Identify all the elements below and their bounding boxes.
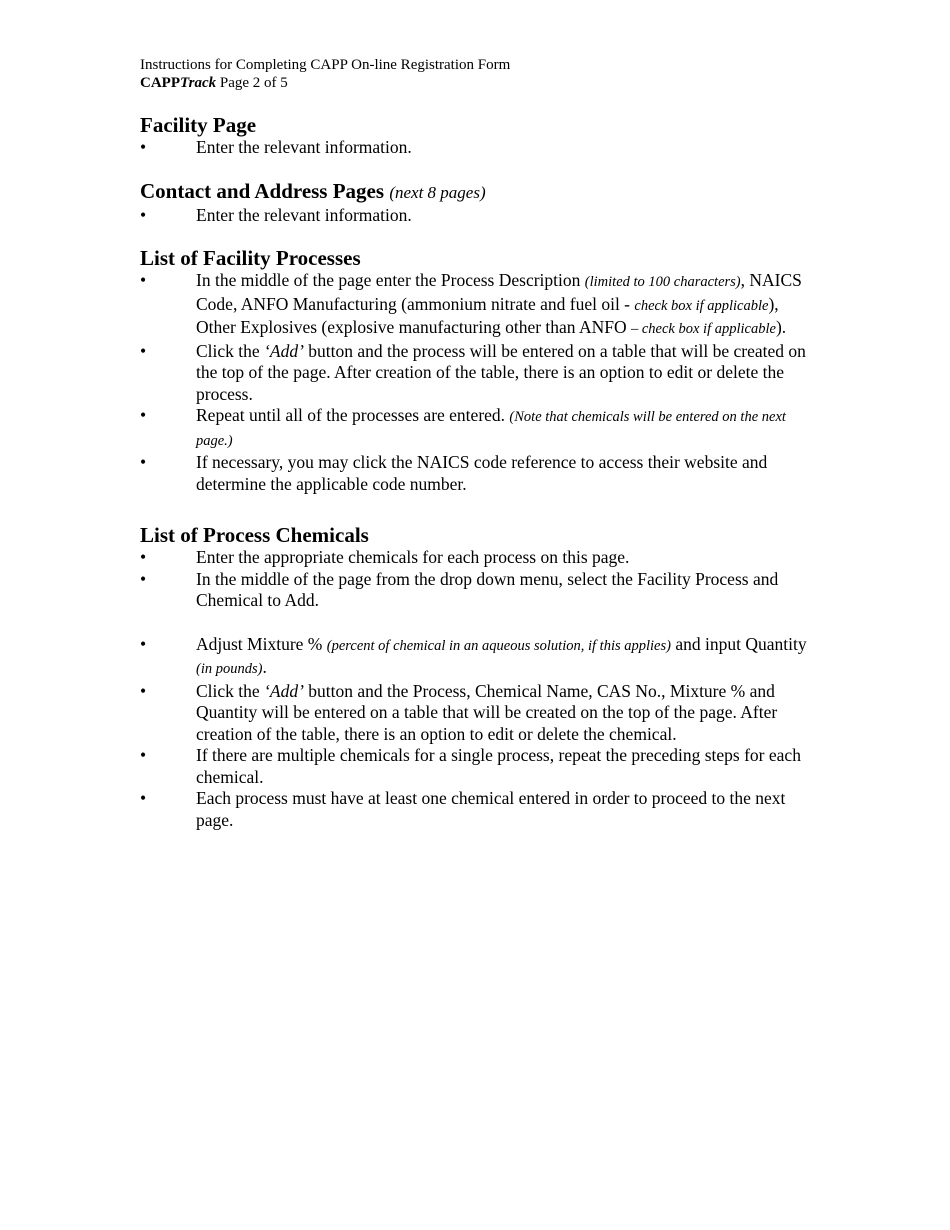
brand-capp: CAPP [140,75,180,91]
bullet-icon: • [140,205,147,225]
list-item: • Adjust Mixture % (percent of chemical in an aqueous solution, if this applies) and input Quantity (in pounds). [140,633,807,677]
bullet-icon: • [140,568,147,589]
list-item: • In the middle of the page from the drop down menu, select the Facility Process and Chemical to Add. [140,568,779,610]
header-page-info [140,74,510,92]
list-item: • Enter the relevant information. [140,137,412,157]
list-item: • Click the ‘Add’ button and the Process, Chemical Name, CAS No., Mixture % and Quantity will be entered on a table that will be created on the top of the page. After creation of the table, there is an option to edit or delete the chemical. [140,680,778,744]
bullet-icon: • [140,633,147,654]
bullet-list [140,270,820,495]
list-item: • Repeat until all of the processes are entered. (Note that chemicals will be entered on the next page.) [140,405,786,449]
section-facility-processes [140,246,820,495]
page-header [140,56,510,92]
bullet-icon: • [140,452,147,472]
bullet-icon: • [140,340,147,361]
section-title: Facility Page [140,113,257,137]
list-item: • If there are multiple chemicals for a single process, repeat the preceding steps for each chemical. [140,745,801,787]
list-item: • Enter the appropriate chemicals for each process on this page. [140,547,630,567]
section-facility-page [140,113,820,159]
bullet-icon: • [140,680,147,701]
list-item: • Each process must have at least one chemical entered in order to proceed to the next page. [140,788,786,830]
page-number: Page 2 of 5 [216,75,288,91]
bullet-icon: • [140,405,147,425]
bullet-icon: • [140,137,147,157]
bullet-icon: • [140,788,147,808]
brand-track: Track [180,75,217,91]
list-item: • If necessary, you may click the NAICS code reference to access their website and determine the applicable code number. [140,452,768,494]
section-contact-address [140,179,820,227]
list-spacer [140,612,820,634]
bullet-icon: • [140,270,147,290]
bullet-list [140,547,820,831]
section-process-chemicals [140,523,820,831]
list-item: • Enter the relevant information. [140,205,412,225]
section-title: Contact and Address Pages (next 8 pages) [140,179,486,203]
list-item: • Click the ‘Add’ button and the process will be entered on a table that will be created on the top of the page. After creation of the table, there is an option to edit or delete the process. [140,340,806,404]
list-item: • In the middle of the page enter the Process Description (limited to 100 characters), NAICS Code, ANFO Manufacturing (ammonium nitrate and fuel oil - check box if applicable), Other Explosives (explosive manufacturing other than ANFO – check box if applicable). [140,270,802,337]
section-title: List of Process Chemicals [140,523,369,547]
bullet-list [140,137,820,159]
section-title: List of Facility Processes [140,246,361,270]
bullet-list [140,205,820,227]
bullet-icon: • [140,745,147,765]
header-title: Instructions for Completing CAPP On-line Registration Form [140,57,511,73]
bullet-icon: • [140,547,147,567]
section-subtitle: (next 8 pages) [389,183,486,202]
